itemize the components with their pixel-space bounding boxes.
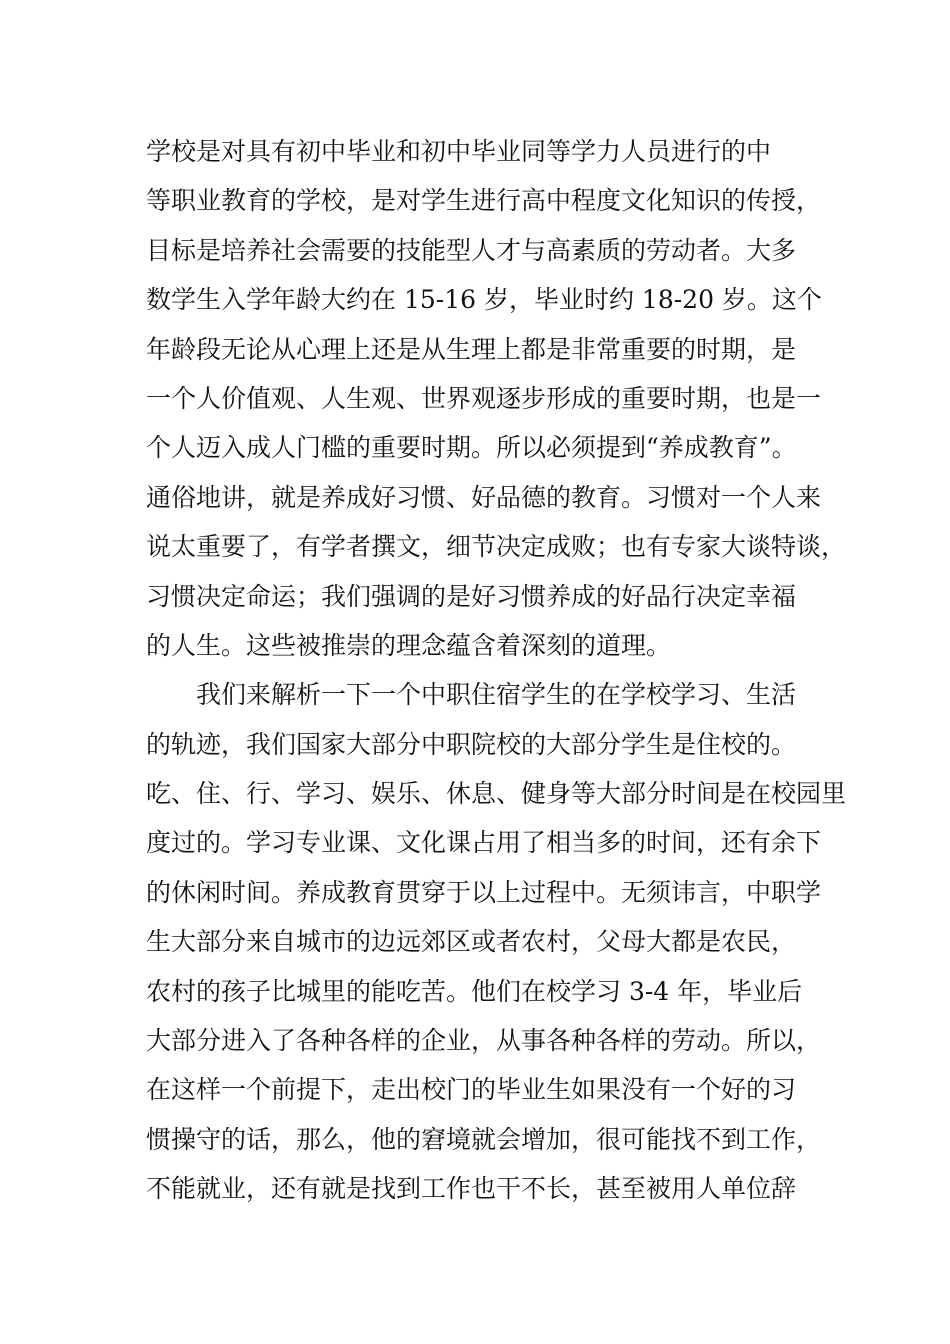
text-line: 通俗地讲，就是养成好习惯、好品德的教育。习惯对一个人来: [146, 482, 822, 512]
text-line: 数学生入学年龄大约在 15-16 岁，毕业时约 18-20 岁。这个: [146, 285, 822, 315]
text-line: 的轨迹，我们国家大部分中职院校的大部分学生是住校的。: [146, 729, 797, 759]
text-line: 生大部分来自城市的边远郊区或者农村，父母大都是农民，: [146, 927, 797, 957]
text-line: 说太重要了，有学者撰文，细节决定成败；也有专家大谈特谈，: [146, 532, 847, 562]
text-line: 等职业教育的学校，是对学生进行高中程度文化知识的传授，: [146, 186, 822, 216]
body-text: [146, 127, 847, 1214]
text-line: 学校是对具有初中毕业和初中毕业同等学力人员进行的中: [146, 137, 772, 166]
text-line: 不能就业，还有就是找到工作也干不长，甚至被用人单位辞: [146, 1174, 797, 1204]
text-line: 的人生。这些被推崇的理念蕴含着深刻的道理。: [146, 630, 672, 660]
text-line: 一个人价值观、人生观、世界观逐步形成的重要时期，也是一: [146, 383, 822, 413]
text-line: 农村的孩子比城里的能吃苦。他们在校学习 3-4 年，毕业后: [146, 976, 803, 1006]
text-line: 习惯决定命运；我们强调的是好习惯养成的好品行决定幸福: [146, 581, 797, 611]
paragraph-start-line: 我们来解析一下一个中职住宿学生的在学校学习、生活: [196, 680, 797, 710]
text-line: 的休闲时间。养成教育贯穿于以上过程中。无须讳言，中职学: [146, 877, 822, 907]
text-line: 年龄段无论从心理上还是从生理上都是非常重要的时期，是: [146, 334, 797, 364]
text-line: 吃、住、行、学习、娱乐、休息、健身等大部分时间是在校园里: [146, 779, 847, 809]
text-line: 度过的。学习专业课、文化课占用了相当多的时间，还有余下: [146, 828, 822, 858]
text-line: 大部分进入了各种各样的企业，从事各种各样的劳动。所以，: [146, 1026, 822, 1056]
text-line: 个人迈入成人门槛的重要时期。所以必须提到“养成教育”。: [146, 433, 797, 463]
text-line: 在这样一个前提下，走出校门的毕业生如果没有一个好的习: [146, 1075, 797, 1105]
text-line: 目标是培养社会需要的技能型人才与高素质的劳动者。大多: [146, 235, 797, 265]
text-line: 惯操守的话，那么，他的窘境就会增加，很可能找不到工作，: [146, 1124, 822, 1154]
